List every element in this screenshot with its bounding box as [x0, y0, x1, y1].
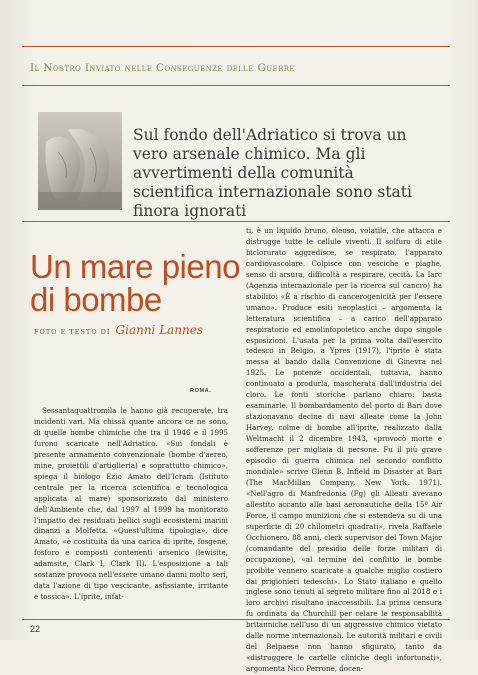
- page-number: 22: [30, 624, 41, 634]
- article-credit: [34, 323, 244, 337]
- hands-photo: [38, 112, 122, 210]
- article-body-right-column: ti, è un liquido bruno, oleoso, volatile, che attacca e distrugge tutte le cellule viventi. Il solfuro di etile biclorurato aggredisce, se respirato, l'apparato cardiovascolare. Colpisce con vesciche e piaghe, senso di arsura, difficoltà a respirare, cecità. La Iarc (Agenzia internazionale per la ricerca sul cancro) ha stabilito: «È a rischio di cancerogenicità per l'essere umano». Produce esiti neoplastici – argomenta la letteratura scientifica – a carico dell'apparato respiratorio ed emolinfopoietico anche dopo singole esposizioni. L'usata per la prima volta dall'esercito tedesco in Belgio, a Ypres (1917), l'iprite è stata messa al bando dalla Convenzione di Ginevra nel 1925. Le potenze occidentali, tuttavia, hanno continuato a produrla, mascherata dall'industria del cloro. Le fonti storiche parlano chiaro: basta esaminarle. Il bombardamento del porto di Bari dove stazionavano decine di navi alleate come la John Harvey, colme di bombe all'iprite, realizzato dalla Weltmacht il 2 dicembre 1943, «provocò morte e sofferenze per migliaia di persone. Fu il più grave episodio di guerra chimica nel secondo conflitto mondiale» scrive Glenn B. Infield in Disaster at Bari (The MacMillan Company, New York, 1971). «Nell'agro di Manfredonia (Fg) gli Alleati avevano allestito accanto alle basi aeronautiche della 15ª Air Force, il campo munizioni che si estendeva su di una superficie di 20 chilometri quadrati», rivela Raffaele Occhionero, 88 anni, clerk supervisor del Town Major (comandante del presidio delle forze militari di occupazione), «al termine del conflitto le bombe proibite vennero scaricate a qualche miglio costiero dai prigionieri tedeschi». Lo Stato italiano e quello inglese sono tenuti al segreto militare fino al 2018 e i loro archivi risultano inaccessibili. La prima censura fu ordinata da Churchill per celare le responsabilità britanniche nell'uso di un aggressivo chimico vietato dalle norme internazionali. Le autorità militari e civili del Belpaese non hanno sfigurato, tanto da «distruggere le cartelle cliniche degli infortunati», argomenta Nico Perrone, docen-: [246, 226, 442, 674]
- article-title: Un mare pieno di bombe: [30, 248, 240, 318]
- dateline-location: ROMA.: [190, 388, 212, 394]
- subtitle-rule: [22, 221, 450, 222]
- header-bottom-rule: [22, 85, 450, 86]
- credit-label: FOTO E TESTO DI: [34, 328, 111, 336]
- header-top-rule: [22, 46, 450, 47]
- section-header: Il Nostro Inviato nelle Conseguenze delle Guerre: [30, 62, 295, 74]
- hands-photo-image: [38, 112, 122, 210]
- footer-rule: [22, 619, 450, 620]
- author-name: Gianni Lannes: [115, 323, 204, 337]
- article-body-left-column: Sessantaquattromila le hanno già recuperate, tra incidenti vari. Ma chissà quante ancora ce ne sono, di quelle bombe chimiche che tra il 1946 e il 1995 furono scaricate nell'Adriatico. «Sui fondali è presente armamento convenzionale (bombe d'aereo, mine, proiettili d'artiglieria) e soprattutto chimico», spiega il biologo Ezio Amato dell'Icram (Istituto centrale per la ricerca scientifica e tecnologica applicata al mare) sponsorizzato dal ministero dell'Ambiente che, dal 1997 al 1999 ha monitorato l'impatto dei residuati bellici sugli ecosistemi marini dinanzi a Molfetta. «Quest'ultima tipologia», dice Amato, «è costituita da una carica di iprite, fosgene, fosforo e composti contenenti arsenico (lewisite, adamsite, Clark I, Clark II). L'esposizione a tali sostanze provoca nell'essere umano danni molto seri, data l'azione di tipo vescicante, asfissiante, irritante e tossica». L'iprite, infat-: [34, 406, 228, 602]
- article-subtitle: Sul fondo dell'Adriatico si trova un vero arsenale chimico. Ma gli avvertimenti della comunità scientifica internazionale sono stati finora ignorati: [133, 126, 412, 220]
